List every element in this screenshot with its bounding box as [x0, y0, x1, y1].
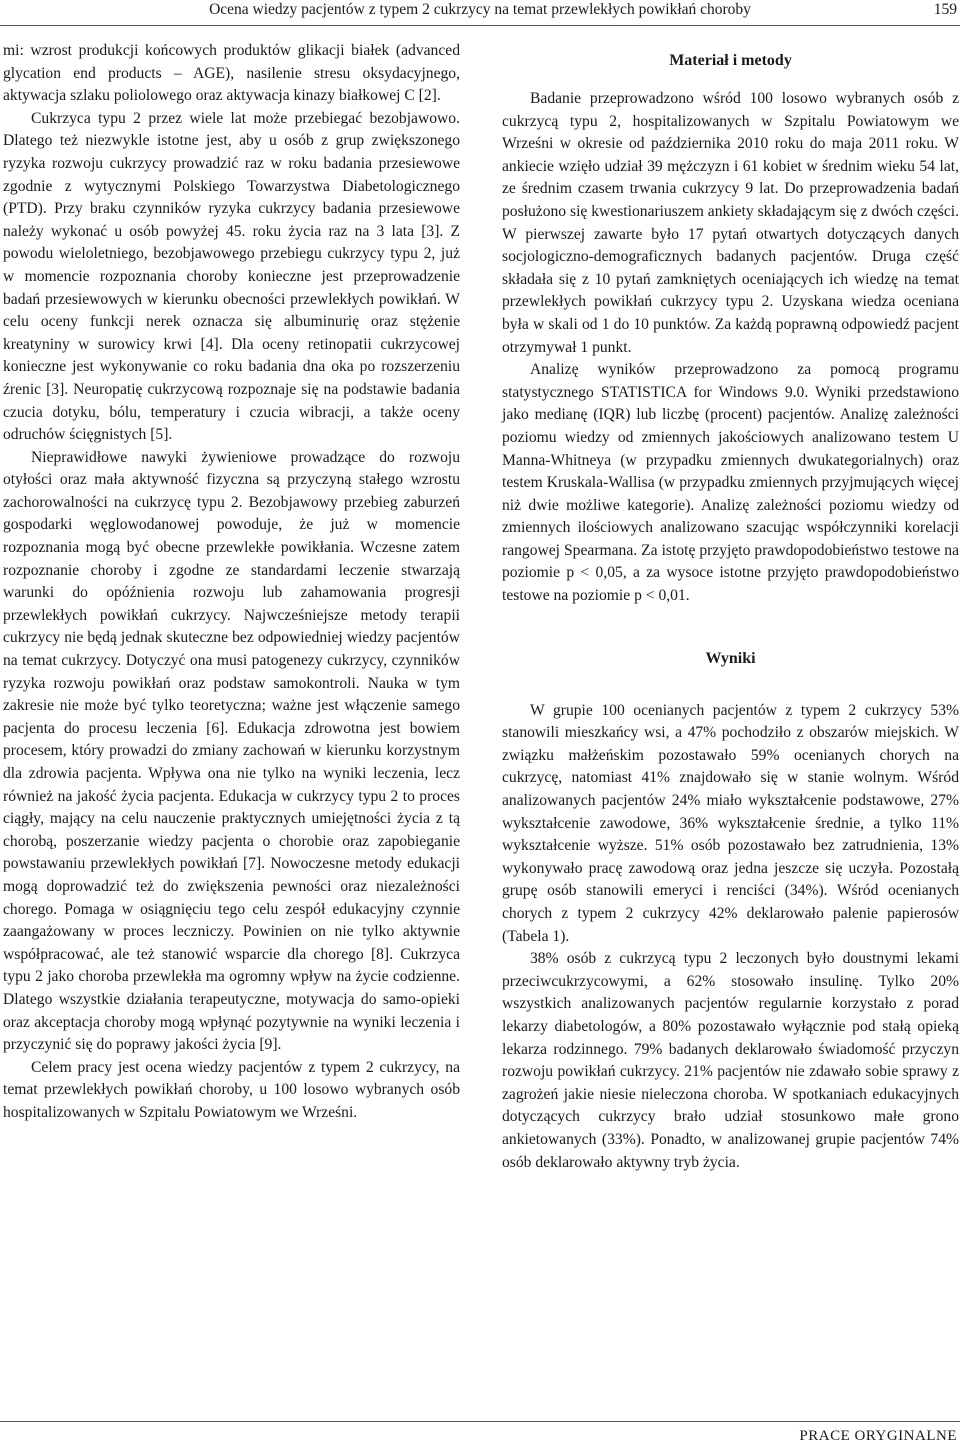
- paragraph: Analizę wyników przeprowadzono za pomocą programu statystycznego STATISTICA for Windows 9.0. Wyniki przedstawiono jako medianę (IQR) lub liczbę (procent) pacjentów. Analizę zależności poziomu wiedzy od zmiennych jakościowych analizowano testem U Manna-Whitneya (w przypadku zmiennych dwukategorialnych) oraz testem Kruskala-Wallisa (w przypadku zmiennych przyjmujących więcej niż dwie możliwe kategorie). Analizę zależności poziomu wiedzy od zmiennych ilościowych analizowano szacując współczynniki korelacji rangowej Spearmana. Za istotę przyjęto prawdopodobieństwo testowe na poziomie p < 0,05, a za wysoce istotne przyjęto prawdopodobieństwo testowe na poziomie p < 0,01.: [502, 361, 959, 605]
- section-label: PRACE ORYGINALNE: [799, 1428, 957, 1444]
- right-column: [502, 40, 959, 1174]
- paragraph: 38% osób z cukrzycą typu 2 leczonych było doustnymi lekami przeciwcukrzycowymi, a 62% stosowało insulinę. Tylko 20% wszystkich analizowanych pacjentów regularnie korzystało z porad lekarzy diabetologów, a 80% pozostawało wyłącznie pod stałą opieką lekarza rodzinnego. 79% badanych deklarowało świadomość przyczyn rozwoju powikłań cukrzycy. 21% pacjentów nie zdawało sobie sprawy z zagrożeń jakie niesie nieleczona choroba. W spotkaniach edukacyjnych dotyczących cukrzycy brało udział stosunkowo małe grono ankietowanych (33%). Ponadto, w analizowanej grupie pacjentów 74% osób deklarowało aktywny tryb życia.: [502, 950, 959, 1171]
- paragraph: Cukrzyca typu 2 przez wiele lat może przebiegać bezobjawowo. Dlatego też niezwykle istotne jest, aby u osób z grup zwiększonego ryzyka rozwoju cukrzycy prowadzić raz w roku badania przesiewowe zgodnie z wytycznymi Polskiego Towarzystwa Diabetologicznego (PTD). Przy braku czynników ryzyka cukrzycy badania przesiewowe należy wykonać u osób powyżej 45. roku życia raz na 3 lata [3]. Z powodu wieloletniego, bezobjawowego przebiegu cukrzycy typu 2, już w momencie rozpoznania choroby konieczne jest przeprowadzenie badań przesiewowych w kierunku obecności przewlekłych powikłań. W celu oceny funkcji nerek oznacza się albuminurię oraz stężenie kreatyniny w surowicy krwi [4]. Dla oceny retinopatii cukrzycowej konieczne jest wykonywanie co roku badania dna oka po rozszerzeniu źrenic [3]. Neuropatię cukrzycową rozpoznaje się na podstawie badania czucia dotyku, bólu, temperatury i czucia wibracji, a także oceny odruchów ścięgnistych [5].: [3, 109, 460, 444]
- paragraph: Nieprawidłowe nawyki żywieniowe prowadzące do rozwoju otyłości oraz mała aktywność fizyczna są przyczyną stałego wzrostu zachorowalności na cukrzycę typu 2. Bezobjawowy przebieg zaburzeń gospodarki węglowodanowej powoduje, że już w momencie rozpoznania mogą być obecne przewlekłe powikłania. Wczesne zatem rozpoznanie choroby i zgodne ze standardami leczenie stwarzają warunki do opóźnienia rozwoju lub zahamowania progresji przewlekłych powikłań cukrzycy. Najwcześniejsze metody terapii cukrzycy nie będą jednak skuteczne bez odpowiedniej wiedzy pacjentów na temat cukrzycy. Dotyczyć ona musi patogenezy cukrzycy, czynników ryzyka rozwoju powikłań oraz podstaw samokontroli. Nauka w tym zakresie nie może być tylko teoretyczna; ważne jest włączenie samego pacjenta do procesu leczenia [6]. Edukacja zdrowotna jest bowiem procesem, który prowadzi do zmiany zachowań w kierunku korzystnym dla zdrowia pacjenta. Wpływa ona nie tylko na wyniki leczenia, lecz również na jakość życia pacjenta. Edukacja w cukrzycy typu 2 to proces ciągły, mający na celu nauczenie praktycznych umiejętności życia z tą chorobą, poszerzanie wiedzy pacjenta o chorobie oraz zapobieganie powstawaniu przewlekłych powikłań [7]. Nowoczesne metody edukacji mogą doprowadzić też do zwiększenia pewności oraz niezależności chorego. Pomaga w osiągnięciu tego celu zespół edukacyjny czynnie zaangażowany w proces leczniczy. Powinien on nie tylko aktywnie współpracować, ale też stanowić wsparcie dla chorego [8]. Cukrzyca typu 2 jako choroba przewlekła ma ogromny wpływ na życie codzienne. Dlatego wszystkie działania terapeutyczne, motywacja do samo-opieki oraz akceptacja choroby mogą wpłynąć pozytywnie na wyniki leczenia i przyczynić się do poprawy jakości życia [9].: [3, 448, 460, 1054]
- paragraph: Badanie przeprowadzono wśród 100 losowo wybranych osób z cukrzycą typu 2, hospitalizowanych w Szpitalu Powiatowym we Wrześni w okresie od października 2010 roku do maja 2011 roku. W ankiecie wzięło udział 39 mężczyzn i 61 kobiet w średnim wieku 54 lat, ze średnim czasem trwania cukrzycy 9 lat. Do przeprowadzenia badań posłużono się kwestionariuszem ankiety składającym się z dwóch części. W pierwszej zawarte było 17 pytań otwartych dotyczących danych socjologiczno-demograficznych badanych pacjentów. Druga część składała się z 10 pytań zamkniętych oceniających ich wiedzę na temat przewlekłych powikłań cukrzycy typu 2. Uzyskana wiedza oceniana była w skali od 1 do 10 punktów. Za każdą poprawną odpowiedź pacjent otrzymywał 1 punkt.: [502, 90, 959, 356]
- section-heading-methods: Materiał i metody: [669, 52, 792, 69]
- header-rule: [0, 25, 960, 26]
- paragraph: W grupie 100 ocenianych pacjentów z typem 2 cukrzycy 53% stanowili mieszkańcy wsi, a 47% pochodziło z obszarów miejskich. W związku małżeńskim pozostawało 59% ocenianych chorych na cukrzycę, natomiast 41% znajdowało się w stanie wolnym. Wśród analizowanych pacjentów 24% miało wykształcenie podstawowe, 27% wykształcenie zawodowe, 36% wykształcenie średnie, a tylko 11% wykształcenie wyższe. 51% osób pozostawało bez zatrudnienia, 13% wykonywało pracę zawodową oraz jedna jeszcze się uczyła. Pozostałą grupę osób stanowili emeryci i renciści (34%). Wśród ocenianych chorych z typem 2 cukrzycy 42% deklarowało palenie papierosów (Tabela 1).: [502, 701, 959, 945]
- section-heading-results: Wyniki: [705, 649, 756, 667]
- footer-rule: [0, 1421, 960, 1422]
- left-column: [3, 40, 460, 1125]
- paragraph: mi: wzrost produkcji końcowych produktów glikacji białek (advanced glycation end products – AGE), nasilenie stresu oksydacyjnego, aktywacja szlaku poliolowego oraz aktywacja kinazy białkowej C [2].: [3, 42, 460, 105]
- paragraph: Celem pracy jest ocena wiedzy pacjentów z typem 2 cukrzycy, na temat przewlekłych powikłań choroby, u 100 losowo wybranych osób hospitalizowanych w Szpitalu Powiatowym we Wrześni.: [3, 1058, 460, 1121]
- running-title: Ocena wiedzy pacjentów z typem 2 cukrzycy na temat przewlekłych powikłań choroby: [209, 1, 751, 18]
- page-number: 159: [933, 1, 957, 18]
